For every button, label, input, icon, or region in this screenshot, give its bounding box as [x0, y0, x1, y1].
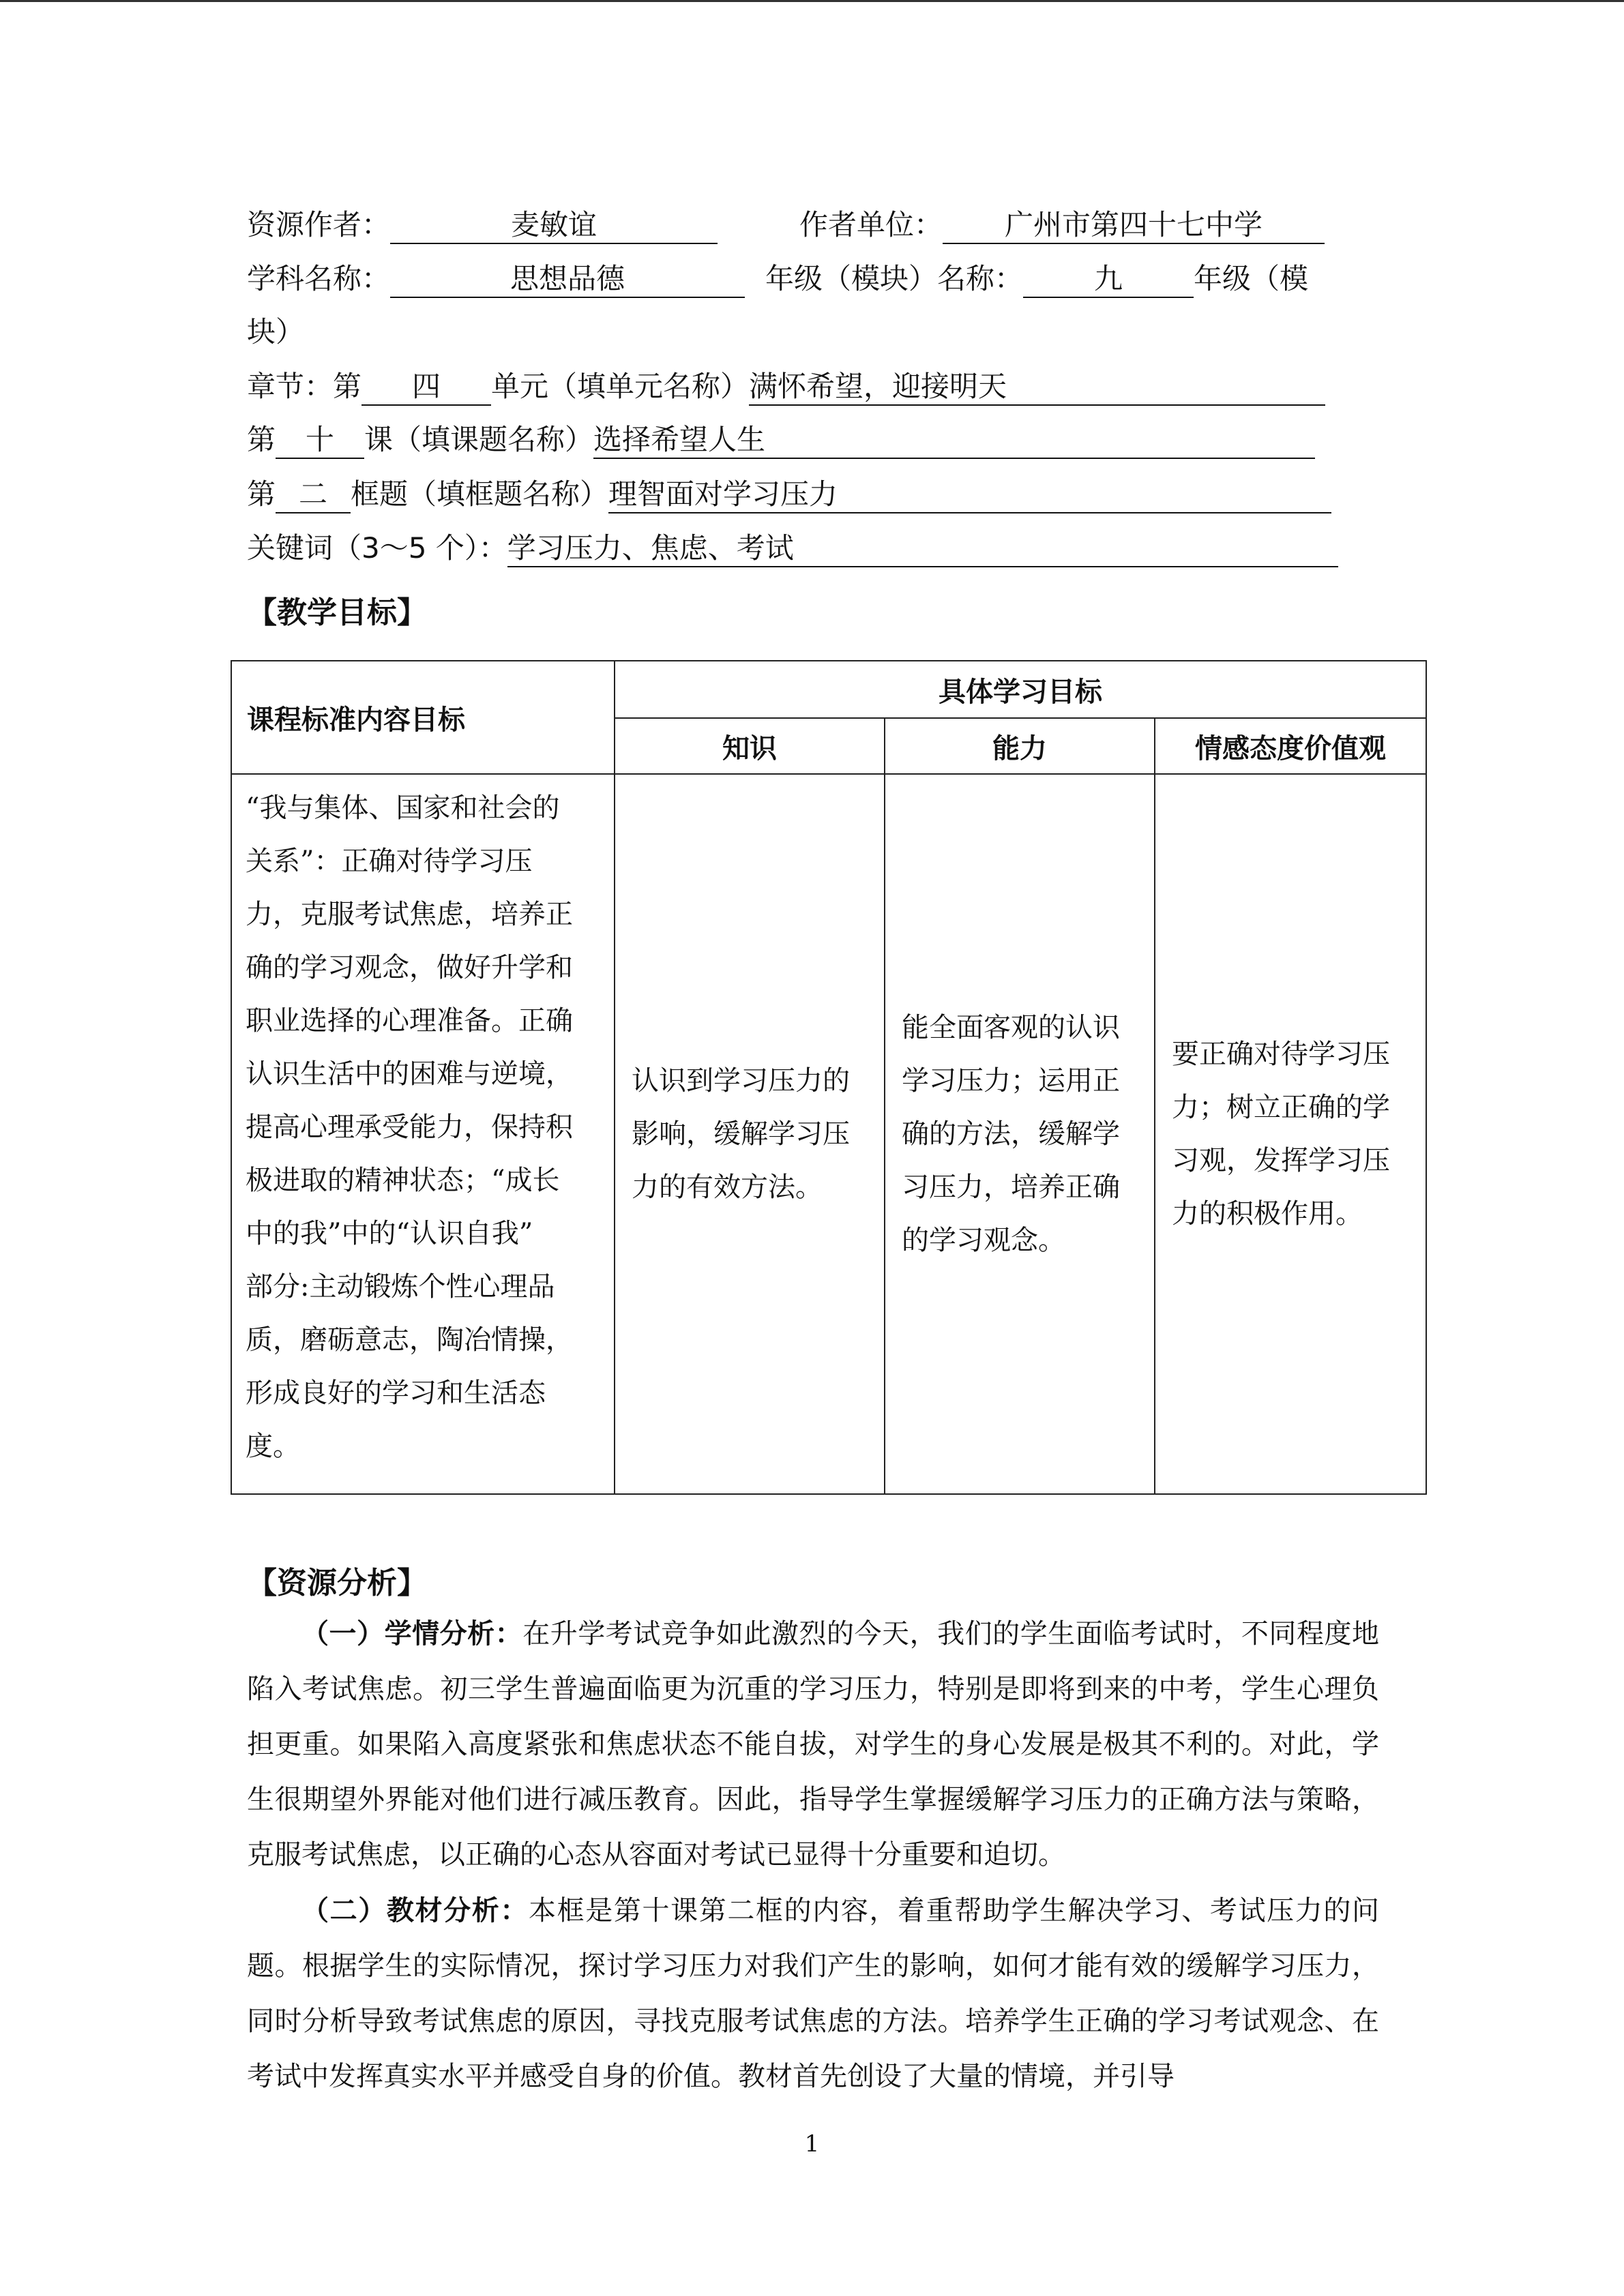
knowledge-text	[615, 1054, 884, 1214]
lesson-mid: 课（填课题名称）	[364, 423, 594, 456]
author-value: 麦敏谊	[390, 207, 718, 244]
author-row	[247, 205, 1325, 245]
std-line: 极进取的精神状态；“成长	[246, 1165, 560, 1196]
chapter-name: 满怀希望，迎接明天	[749, 369, 1325, 406]
attitude-line: 力；树立正确的学	[1172, 1092, 1390, 1123]
std-line: 认识生活中的困难与逆境，	[246, 1058, 573, 1090]
chapter-label: 章节：第	[247, 370, 362, 403]
std-line: 提高心理承受能力，保持积	[246, 1112, 573, 1143]
header-specific-goals: 具体学习目标	[615, 661, 1426, 718]
keywords-value: 学习压力、焦虑、考试	[507, 531, 1338, 567]
std-line: “我与集体、国家和社会的	[246, 792, 560, 824]
teaching-goals-table	[231, 660, 1427, 1495]
resource-analysis-heading: 【资源分析】	[247, 1566, 427, 1600]
std-line: 职业选择的心理准备。正确	[246, 1005, 573, 1037]
unit-label: 作者单位：	[799, 208, 943, 241]
subject-row	[247, 259, 1308, 299]
subject-label: 学科名称：	[247, 262, 391, 295]
unit-value: 广州市第四十七中学	[943, 207, 1325, 244]
attitude-line: 力的积极作用。	[1172, 1198, 1363, 1229]
teaching-goals-heading: 【教学目标】	[247, 595, 427, 630]
knowledge-cell	[615, 774, 885, 1494]
textbook-analysis-label: （二）教材分析：	[301, 1895, 529, 1926]
author-label: 资源作者：	[247, 208, 391, 241]
student-analysis-label: （一）学情分析：	[301, 1618, 523, 1650]
header-standard-goals: 课程标准内容目标	[231, 661, 615, 774]
standard-goals-cell	[231, 774, 615, 1494]
frame-label: 第	[247, 477, 276, 511]
frame-mid: 框题（填框题名称）	[351, 477, 609, 511]
std-line: 确的学习观念，做好升学和	[246, 952, 573, 983]
lesson-row	[247, 420, 1315, 460]
std-line: 关系”：正确对待学习压	[246, 846, 533, 877]
grade-label: 年级（模块）名称：	[765, 262, 1024, 295]
header-knowledge: 知识	[615, 718, 885, 774]
std-line: 力，克服考试焦虑，培养正	[246, 899, 573, 930]
page-top-border	[0, 0, 1624, 2]
keywords-row	[247, 528, 1338, 568]
page-number: 1	[804, 2130, 820, 2158]
attitude-text	[1155, 1028, 1426, 1240]
lesson-name: 选择希望人生	[593, 422, 1315, 459]
ability-line: 习压力，培养正确	[902, 1172, 1120, 1203]
ability-cell	[885, 774, 1155, 1494]
knowledge-line: 力的有效方法。	[632, 1172, 823, 1203]
ability-text	[885, 1001, 1154, 1267]
grade-suffix: 年级（模	[1194, 262, 1309, 295]
header-attitude: 情感态度价值观	[1155, 718, 1426, 774]
ability-line: 能全面客观的认识	[902, 1012, 1120, 1043]
std-line: 度。	[246, 1431, 300, 1462]
attitude-cell	[1155, 774, 1426, 1494]
std-line: 质，磨砺意志，陶冶情操，	[246, 1324, 573, 1356]
student-analysis-paragraph	[247, 1607, 1379, 1883]
frame-name: 理智面对学习压力	[608, 477, 1331, 513]
lesson-label: 第	[247, 423, 276, 456]
std-line: 形成良好的学习和生活态	[246, 1377, 546, 1409]
chapter-row	[247, 367, 1325, 406]
grade-suffix-2: 块）	[247, 315, 305, 348]
keywords-label: 关键词（3～5 个）：	[247, 531, 507, 565]
std-line: 中的我”中的“认识自我”	[246, 1218, 533, 1249]
frame-row	[247, 475, 1331, 514]
grade-value: 九	[1023, 261, 1194, 298]
frame-number: 二	[276, 477, 351, 513]
chapter-number: 四	[361, 369, 491, 406]
student-analysis-text: 在升学考试竞争如此激烈的今天，我们的学生面临考试时，不同程度地陷入考试焦虑。初三学生普遍面临更为沉重的学习压力，特别是即将到来的中考，学生心理负担更重。如果陷入高度紧张和焦虑状态不能自拔，对学生的身心发展是极其不利的。对此，学生很期望外界能对他们进行减压教育。因此，指导学生掌握缓解学习压力的正确方法与策略，克服考试焦虑，以正确的心态从容面对考试已显得十分重要和迫切。	[247, 1618, 1380, 1870]
textbook-analysis-paragraph	[247, 1883, 1379, 2104]
attitude-line: 习观，发挥学习压	[1172, 1145, 1390, 1176]
standard-goals-text	[232, 775, 614, 1473]
textbook-analysis-text: 本框是第十课第二框的内容，着重帮助学生解决学习、考试压力的问题。根据学生的实际情况，探讨学习压力对我们产生的影响，如何才能有效的缓解学习压力，同时分析导致考试焦虑的原因，寻找克服考试焦虑的方法。培养学生正确的学习考试观念、在考试中发挥真实水平并感受自身的价值。教材首先创设了大量的情境，并引导	[247, 1895, 1380, 2092]
std-line: 部分:主动锻炼个性心理品	[246, 1271, 555, 1302]
knowledge-line: 认识到学习压力的	[632, 1065, 850, 1097]
lesson-number: 十	[276, 422, 364, 459]
knowledge-line: 影响，缓解学习压	[632, 1118, 850, 1150]
ability-line: 确的方法，缓解学	[902, 1118, 1120, 1150]
ability-line: 学习压力；运用正	[902, 1065, 1120, 1097]
ability-line: 的学习观念。	[902, 1225, 1065, 1256]
attitude-line: 要正确对待学习压	[1172, 1039, 1390, 1070]
grade-suffix-row	[247, 312, 304, 352]
subject-value: 思想品德	[390, 261, 745, 298]
header-ability: 能力	[885, 718, 1155, 774]
chapter-mid: 单元（填单元名称）	[491, 370, 750, 403]
